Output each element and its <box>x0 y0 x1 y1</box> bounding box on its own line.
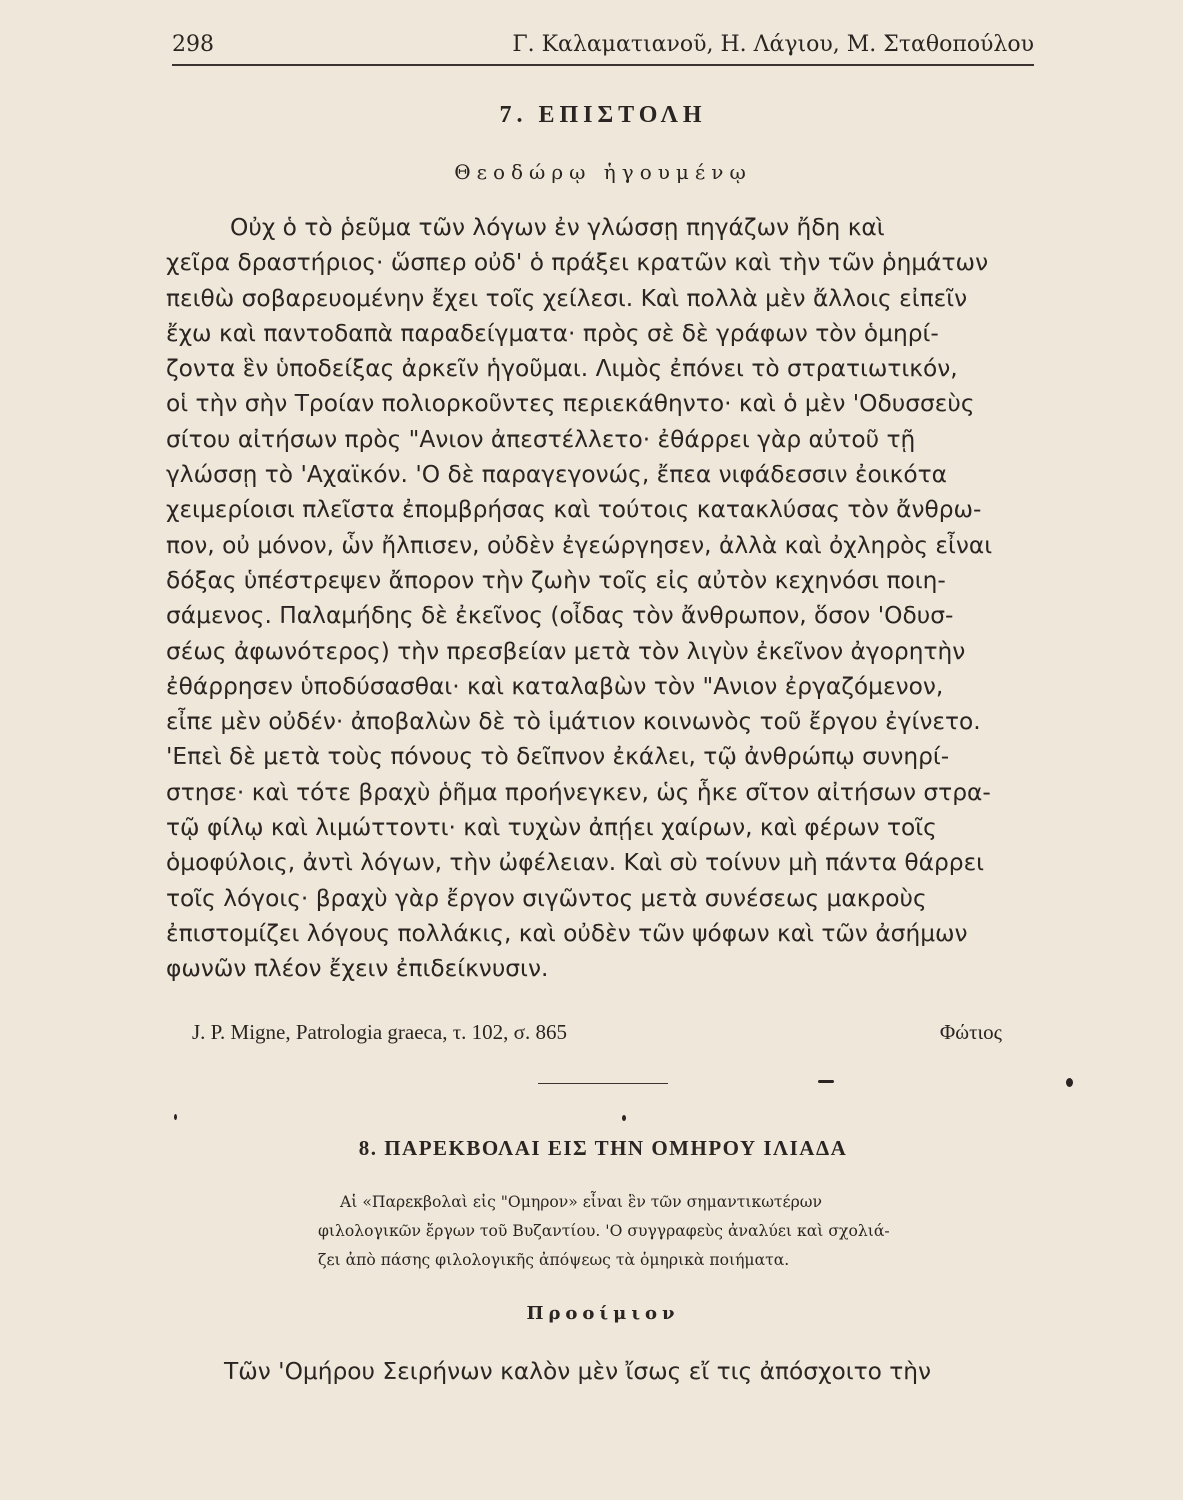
page-number: 298 <box>172 32 214 57</box>
source-citation <box>192 1020 1002 1045</box>
intro-line: φιλολογικῶν ἔργων τοῦ Βυζαντίου. 'Ο συγγραφεὺς ἀναλύει καὶ σχολιά- <box>318 1222 890 1240</box>
section-7-title: 7. ΕΠΙΣΤΟΛΗ <box>499 102 707 128</box>
text-line: 'Επεὶ δὲ μετὰ τοὺς πόνους τὸ δεῖπνον ἐκάλει, τῷ ἀνθρώπῳ συνηρί- <box>166 743 950 771</box>
text-line: χειμερίοισι πλεῖστα ἐπομβρήσας καὶ τούτοις κατακλύσας τὸν ἄνθρω- <box>166 496 982 524</box>
section-7-subtitle: Θεοδώρῳ ἡγουμένῳ <box>454 160 752 184</box>
text-line: χεῖρα δραστήριος· ὥσπερ οὐδ' ὁ πράξει κρατῶν καὶ τὴν τῶν ῥημάτων <box>166 249 989 277</box>
text-line: ἐπιστομίζει λόγους πολλάκις, καὶ οὐδὲν τῶν ψόφων καὶ τῶν ἀσήμων <box>166 919 968 947</box>
text-line: σέως ἀφωνότερος) τὴν πρεσβείαν μετὰ τὸν λιγὺν ἐκεῖνον ἀγορητὴν <box>166 637 966 665</box>
intro-line: Αἱ «Παρεκβολαὶ εἰς "Ομηρον» εἶναι ἓν τῶν σημαντικωτέρων <box>340 1193 822 1211</box>
text-line: ὁμοφύλοις, ἀντὶ λόγων, τὴν ὠφέλειαν. Καὶ σὺ τοίνυν μὴ πάντα θάρρει <box>166 849 985 877</box>
text-line: ἐθάρρησεν ὑποδύσασθαι· καὶ καταλαβὼν τὸν "Ανιον ἐργαζόμενον, <box>166 672 944 700</box>
text-line: ἔχω καὶ παντοδαπὰ παραδείγματα· πρὸς σὲ δὲ γράφων τὸν ὁμηρί- <box>166 319 939 347</box>
text-line: γλώσσῃ τὸ 'Αχαϊκόν. 'Ο δὲ παραγεγονώς, ἔπεα νιφάδεσσιν ἐοικότα <box>166 461 948 489</box>
text-line: Τῶν 'Ομήρου Σειρήνων καλὸν μὲν ἴσως εἴ τις ἀπόσχοιτο τὴν <box>224 1358 932 1385</box>
section-divider <box>538 1083 668 1084</box>
text-line: εἶπε μὲν οὐδέν· ἀποβαλὼν δὲ τὸ ἱμάτιον κοινωνὸς τοῦ ἔργου ἐγίνετο. <box>166 708 981 736</box>
text-line: τῷ φίλῳ καὶ λιμώττοντι· καὶ τυχὼν ἀπῄει χαίρων, καὶ φέρων τοῖς <box>166 814 937 842</box>
print-speck <box>622 1115 626 1121</box>
source-reference: J. P. Migne, Patrologia graeca, τ. 102, σ. 865 <box>192 1020 567 1044</box>
source-author: Φώτιος <box>939 1020 1002 1044</box>
running-title: Γ. Καλαματιανοῦ, Η. Λάγιου, Μ. Σταθοπούλου <box>512 32 1034 57</box>
print-speck <box>174 1114 177 1120</box>
text-line: οἱ τὴν σὴν Τροίαν πολιορκοῦντες περιεκάθηντο· καὶ ὁ μὲν 'Οδυσσεὺς <box>166 390 975 418</box>
text-line: τοῖς λόγοις· βραχὺ γὰρ ἔργον σιγῶντος μετὰ συνέσεως μακροὺς <box>166 884 927 912</box>
text-line: δόξας ὑπέστρεψεν ἄπορον τὴν ζωὴν τοῖς εἰς αὐτὸν κεχηνόσι ποιη- <box>166 566 946 594</box>
text-line: σίτου αἰτήσων πρὸς "Ανιον ἀπεστέλλετο· ἐθάρρει γὰρ αὐτοῦ τῇ <box>166 425 916 453</box>
text-line: πειθὼ σοβαρευομένην ἔχει τοῖς χείλεσι. Καὶ πολλὰ μὲν ἄλλοις εἰπεῖν <box>166 284 968 312</box>
text-line: ζοντα ἓν ὑποδείξας ἀρκεῖν ἡγοῦμαι. Λιμὸς ἐπόνει τὸ στρατιωτικόν, <box>166 355 958 383</box>
print-speck <box>1066 1078 1073 1087</box>
text-line: σάμενος. Παλαμήδης δὲ ἐκεῖνος (οἶδας τὸν ἄνθρωπον, ὅσον 'Οδυσ- <box>166 602 954 630</box>
section-8-title: 8. ΠΑΡΕΚΒΟΛΑΙ ΕΙΣ ΤΗΝ ΟΜΗΡΟΥ ΙΛΙΑΔΑ <box>358 1136 848 1160</box>
section-7-body <box>166 210 1036 987</box>
print-speck <box>818 1080 834 1083</box>
section-8-subtitle: Προοίμιον <box>526 1303 680 1324</box>
section-8-body <box>166 1354 1036 1389</box>
intro-line: ζει ἀπὸ πάσης φιλολογικῆς ἀπόψεως τὰ ὁμηρικὰ ποιήματα. <box>318 1251 790 1269</box>
text-line: φωνῶν πλέον ἔχειν ἐπιδείκνυσιν. <box>166 955 549 983</box>
section-8-intro <box>318 1188 1030 1275</box>
text-line: Οὐχ ὁ τὸ ῥεῦμα τῶν λόγων ἐν γλώσσῃ πηγάζων ἤδη καὶ <box>230 214 885 241</box>
text-line: πον, οὐ μόνον, ὧν ἤλπισεν, οὐδὲν ἐγεώργησεν, ἀλλὰ καὶ ὀχληρὸς εἶναι <box>166 531 993 559</box>
running-head <box>172 30 1034 66</box>
text-line: στησε· καὶ τότε βραχὺ ῥῆμα προήνεγκεν, ὡς ἧκε σῖτον αἰτήσων στρα- <box>166 778 991 806</box>
